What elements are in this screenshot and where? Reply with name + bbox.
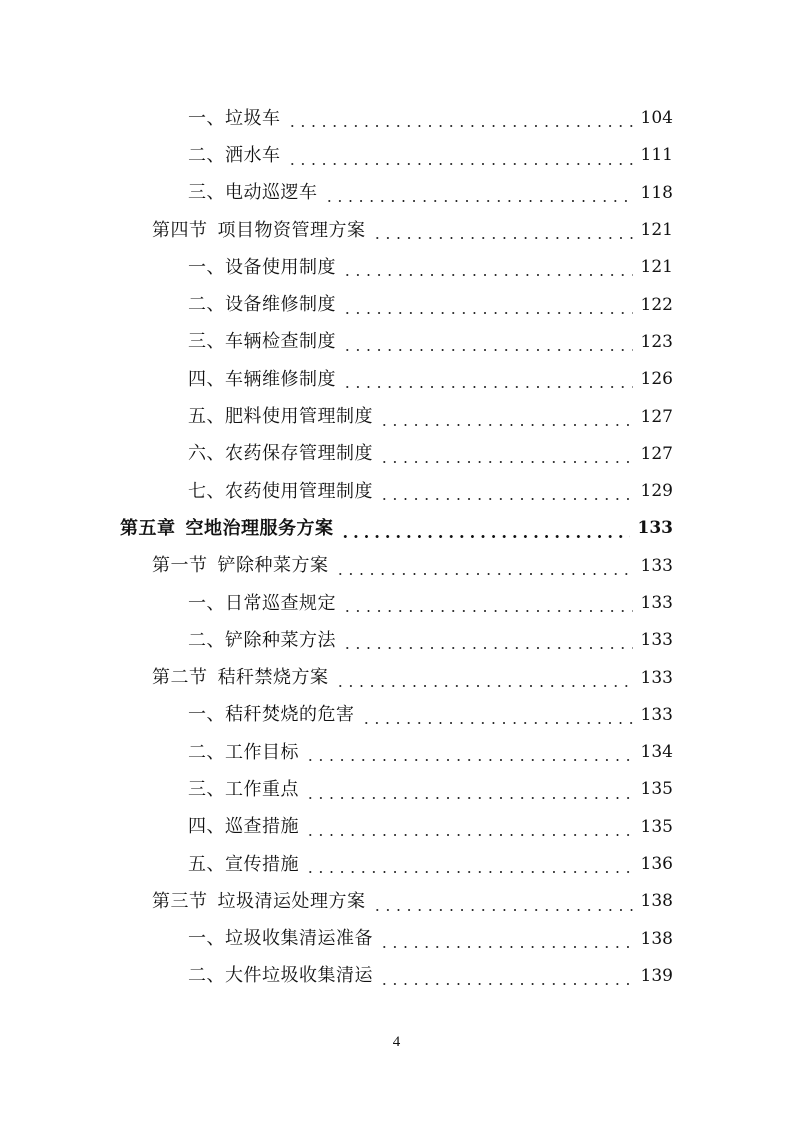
toc-entry-chapter[interactable]	[0, 510, 793, 547]
toc-entry-page: 138	[640, 928, 673, 949]
toc-entry-text: 农药保存管理制度	[225, 443, 373, 465]
dot-leader	[379, 498, 633, 500]
toc-entry-title	[188, 930, 373, 948]
toc-entry-item[interactable]	[0, 771, 793, 808]
dot-leader	[342, 312, 633, 314]
toc-entry-text: 垃圾清运处理方案	[217, 890, 366, 912]
toc-entry-page: 121	[640, 220, 673, 241]
toc-entry-title	[188, 107, 281, 129]
toc-entry-section[interactable]	[0, 212, 793, 249]
toc-entry-title	[188, 296, 336, 314]
toc-entry-text: 工作重点	[225, 778, 299, 800]
toc-entry-page: 139	[640, 965, 673, 986]
dot-leader	[305, 834, 633, 836]
toc-entry-item[interactable]	[0, 585, 793, 622]
toc-entry-item[interactable]	[0, 958, 793, 995]
toc-entry-label: 第一节	[152, 555, 208, 577]
toc-entry-page: 127	[640, 406, 673, 427]
dot-leader	[305, 797, 633, 799]
dot-leader	[379, 946, 633, 948]
dot-leader	[287, 163, 633, 165]
toc-entry-title	[188, 368, 336, 390]
toc-entry-title	[188, 144, 281, 166]
toc-entry-text: 大件垃圾收集清运	[225, 965, 373, 987]
toc-entry-text: 车辆检查制度	[225, 331, 336, 353]
toc-entry-item[interactable]	[0, 137, 793, 174]
toc-entry-title	[188, 706, 355, 724]
dot-leader	[287, 125, 633, 127]
toc-entry-page: 133	[637, 518, 673, 539]
toc-entry-item[interactable]	[0, 697, 793, 734]
toc-entry-item[interactable]	[0, 324, 793, 361]
toc-entry-title	[188, 967, 373, 985]
toc-entry-item[interactable]	[0, 921, 793, 958]
toc-entry-text: 农药使用管理制度	[225, 480, 373, 502]
toc-entry-label: 第三节	[152, 890, 208, 912]
toc-entry-label: 一、	[188, 256, 225, 278]
dot-leader	[372, 909, 633, 911]
toc-entry-label: 一、	[188, 928, 225, 950]
toc-entry-page: 133	[640, 555, 673, 576]
toc-entry-title	[188, 778, 299, 800]
toc-entry-label: 一、	[188, 107, 225, 129]
toc-entry-page: 135	[640, 816, 673, 837]
dot-leader	[335, 573, 633, 575]
toc-entry-page: 123	[640, 331, 673, 352]
toc-entry-label: 一、	[188, 592, 225, 614]
toc-entry-title	[188, 853, 299, 875]
toc-entry-item[interactable]	[0, 622, 793, 659]
toc-entry-title	[188, 333, 336, 351]
toc-entry-label: 二、	[188, 629, 225, 651]
table-of-contents	[0, 100, 793, 995]
toc-entry-page: 133	[640, 704, 673, 725]
toc-entry-label: 二、	[188, 144, 225, 166]
toc-entry-item[interactable]	[0, 286, 793, 323]
toc-entry-label: 三、	[188, 331, 225, 353]
toc-entry-page: 126	[640, 369, 673, 390]
toc-entry-text: 秸秆焚烧的危害	[225, 704, 355, 726]
toc-entry-item[interactable]	[0, 175, 793, 212]
dot-leader	[372, 237, 633, 239]
toc-entry-text: 宣传措施	[225, 853, 299, 875]
toc-entry-text: 车辆维修制度	[225, 368, 336, 390]
toc-entry-text: 巡查措施	[225, 816, 299, 838]
toc-entry-title	[188, 184, 318, 202]
toc-entry-page: 121	[640, 257, 673, 278]
toc-entry-label: 二、	[188, 965, 225, 987]
toc-entry-label: 三、	[188, 182, 225, 204]
toc-entry-text: 设备使用制度	[225, 256, 336, 278]
toc-entry-page: 134	[640, 742, 673, 763]
toc-entry-item[interactable]	[0, 473, 793, 510]
toc-entry-section[interactable]	[0, 883, 793, 920]
toc-entry-title	[152, 557, 329, 575]
toc-entry-item[interactable]	[0, 249, 793, 286]
toc-entry-text: 项目物资管理方案	[217, 219, 366, 241]
toc-entry-label: 七、	[188, 480, 225, 502]
dot-leader	[361, 722, 633, 724]
toc-entry-label: 二、	[188, 741, 225, 763]
toc-entry-page: 111	[640, 145, 673, 166]
toc-entry-section[interactable]	[0, 659, 793, 696]
toc-entry-page: 129	[640, 481, 673, 502]
toc-entry-item[interactable]	[0, 398, 793, 435]
toc-entry-text: 空地治理服务方案	[185, 517, 334, 539]
toc-entry-page: 135	[640, 779, 673, 800]
toc-entry-title	[152, 669, 329, 687]
toc-entry-page: 133	[640, 630, 673, 651]
toc-entry-label: 四、	[188, 368, 225, 390]
toc-entry-title	[152, 219, 366, 241]
toc-entry-title	[188, 445, 373, 463]
toc-entry-text: 垃圾车	[225, 107, 281, 129]
dot-leader	[335, 685, 633, 687]
toc-entry-page: 136	[640, 854, 673, 875]
dot-leader	[379, 424, 633, 426]
dot-leader	[305, 871, 633, 873]
toc-entry-title	[188, 818, 299, 836]
toc-entry-title	[188, 256, 336, 278]
toc-entry-text: 铲除种菜方法	[225, 629, 336, 651]
toc-entry-title	[188, 741, 299, 763]
toc-entry-text: 垃圾收集清运准备	[225, 928, 373, 950]
dot-leader	[305, 759, 633, 761]
dot-leader	[379, 461, 633, 463]
toc-entry-text: 电动巡逻车	[225, 182, 318, 204]
toc-entry-item[interactable]	[0, 734, 793, 771]
dot-leader	[342, 349, 633, 351]
dot-leader	[342, 274, 633, 276]
toc-entry-text: 设备维修制度	[225, 294, 336, 316]
dot-leader	[342, 386, 633, 388]
toc-entry-title	[188, 480, 373, 502]
toc-entry-label: 六、	[188, 443, 225, 465]
toc-entry-page: 104	[640, 108, 673, 129]
toc-entry-label: 二、	[188, 294, 225, 316]
toc-entry-label: 第五章	[120, 517, 176, 539]
toc-entry-item[interactable]	[0, 100, 793, 137]
toc-entry-text: 洒水车	[225, 144, 281, 166]
dot-leader	[342, 610, 633, 612]
toc-entry-text: 日常巡查规定	[225, 592, 336, 614]
toc-entry-page: 127	[640, 443, 673, 464]
toc-entry-label: 第四节	[152, 219, 208, 241]
toc-entry-page: 138	[640, 891, 673, 912]
toc-entry-label: 五、	[188, 853, 225, 875]
toc-entry-page: 118	[640, 182, 673, 203]
toc-entry-text: 秸秆禁烧方案	[217, 667, 329, 689]
toc-entry-page: 122	[640, 294, 673, 315]
toc-entry-text: 工作目标	[225, 741, 299, 763]
toc-entry-item[interactable]	[0, 809, 793, 846]
toc-entry-section[interactable]	[0, 548, 793, 585]
toc-entry-label: 三、	[188, 778, 225, 800]
toc-entry-label: 第二节	[152, 667, 208, 689]
dot-leader	[379, 983, 633, 985]
toc-entry-title	[120, 517, 334, 539]
toc-entry-text: 肥料使用管理制度	[225, 406, 373, 428]
toc-entry-title	[152, 890, 366, 912]
toc-entry-page: 133	[640, 667, 673, 688]
dot-leader	[324, 200, 633, 202]
dot-leader	[340, 535, 630, 538]
toc-entry-item[interactable]	[0, 846, 793, 883]
dot-leader	[342, 647, 633, 649]
page-number: 4	[392, 1034, 401, 1050]
toc-entry-page: 133	[640, 593, 673, 613]
toc-entry-label: 五、	[188, 406, 225, 428]
toc-entry-text: 铲除种菜方案	[217, 555, 329, 577]
toc-entry-item[interactable]	[0, 436, 793, 473]
toc-entry-title	[188, 629, 336, 651]
toc-entry-label: 四、	[188, 816, 225, 838]
toc-entry-item[interactable]	[0, 361, 793, 398]
toc-entry-title	[188, 408, 373, 426]
toc-entry-label: 一、	[188, 704, 225, 726]
toc-entry-title	[188, 592, 336, 614]
